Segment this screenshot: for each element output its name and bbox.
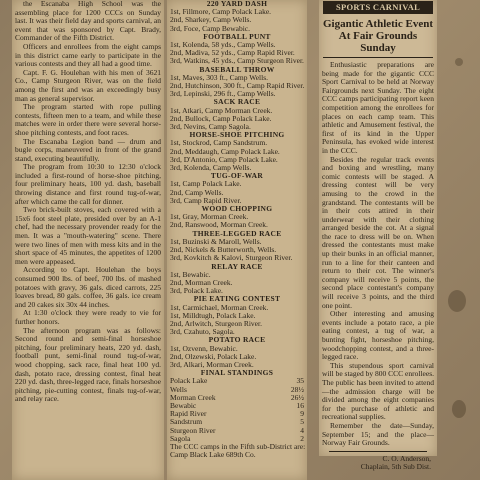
divider — [329, 451, 427, 452]
signature-name: C. O. Anderson, — [382, 453, 431, 463]
paragraph: Besides the regular track events and boxing and wrestling, many comic contests will be staged. A dressing contest will be very amusing to the crowd in the grandstand. The contestants will be in their cots attired in their underwear with their clothing arranged beside the cot. At a signal the race to dress will be on. When dressed the contestants must make up their bunks in an official manner, run to a line for their canteen and return to their cot. The winner's company will receive 5 points, the second place contestant's company will receive 3 points, and the third one point. — [322, 154, 434, 310]
paragraph: the Escanaba High School was the assembling place for 1200 CCCs on Sunday last. It was their field day and sports carnival, an event that was sponsored by Capt. Brady, Commander of the Fifth District. — [15, 0, 161, 43]
clipping-left-column — [12, 0, 164, 480]
event-heading: RELAY RACE — [211, 261, 263, 271]
event-heading: WOOD CHOPPING — [201, 204, 273, 214]
result-line: 1st, Kolenda, 58 yds., Camp Wells. — [170, 40, 276, 50]
standing-camp: Polack Lake — [170, 376, 208, 386]
result-line: 2nd, Olzewski, Polack Lake. — [170, 351, 257, 361]
paragraph: Other interesting and amusing events include a potato race, a pie eating contest, a tug of war, a bunting fight, horseshoe pitching, woodchopping contest, and a three-legged race. — [322, 309, 434, 362]
result-line: 1st, Carmichael, Morman Creek. — [170, 302, 269, 312]
result-line: 3rd, Alkari, Morman Creek. — [170, 359, 254, 369]
result-line: 2nd, Arlwitch, Sturgeon River. — [170, 318, 262, 328]
signature-title: Chaplain, 5th Sub Dist. — [360, 462, 431, 472]
event-heading: POTATO RACE — [208, 335, 266, 345]
result-line: 1st, Milldtugh, Polack Lake. — [170, 310, 256, 320]
result-line: 1st, Gray, Morman Creek. — [170, 212, 249, 222]
clipping-carnival-article — [319, 0, 437, 472]
result-line: 3rd, Czahuto, Sagola. — [170, 327, 235, 337]
paragraph: The Escanaba Legion band — drum and bugle corps, maneuvered in front of the grand stand, executing beautifully. — [15, 136, 161, 163]
paragraph: Capt. F. G. Houlehan with his men of 3621 Co., Camp Sturgeon River, was on the field among the first and was an exceedingly busy man as general supervisor. — [15, 67, 161, 103]
standing-camp: Rapid River — [170, 409, 207, 419]
article-body — [12, 0, 164, 404]
result-line: 2nd, Ranswood, Morman Creek. — [170, 220, 268, 230]
result-line: 1st, Maves, 303 ft., Camp Wells. — [170, 72, 269, 82]
event-heading: TUG-OF-WAR — [210, 171, 264, 181]
result-line: 2nd, Madiva, 52 yds., Camp Rapid River. — [170, 48, 295, 58]
event-heading: FINAL STANDINGS — [200, 368, 274, 378]
stain — [455, 58, 463, 66]
event-heading: 220 YARD DASH — [206, 0, 268, 8]
final-standings-table — [167, 377, 307, 443]
result-line: 1st, Bewabic. — [170, 269, 211, 279]
standing-camp: Sandstrum — [170, 417, 203, 427]
event-heading: SACK RACE — [213, 97, 261, 107]
paragraph: According to Capt. Houlehan the boys consumed 900 lbs. of beef, 700 lbs. of mashed potatoes with gravy, 36 gals. diced carrots, 225 loaves bread, 80 gals. coffee, 36 gals. ice cream and 20 cakes six 30x 44 inches. — [15, 265, 161, 309]
paragraph: The program from 10:30 to 12:30 o'clock included a first-round of horse-shoe pitching, four preliminary heats, 100 yd. dash, baseball throwing distance and first round tug-of-war, after which came the call for dinner. — [15, 162, 161, 206]
result-line: 1st, Fillmore, Camp Polack Lake. — [170, 7, 272, 17]
event-heading: BASEBALL THROW — [199, 64, 275, 74]
standing-camp: Sturgeon River — [170, 425, 216, 435]
standing-row — [167, 377, 307, 385]
paragraph: The afternoon program was as follows: Second round and semi-final horseshoe pitching, four preliminary heats, 220 yd. dash, football punt, semi-final round tug-of-war, wood chopping, sack race, final heat 100 yd. dash, potato race, dressing contest, final heat 220 yd. dash, three-legged race, finals horseshoe pitching, pie-cutting contest, finals tug-of-war, and relay race. — [15, 325, 161, 404]
article-header — [323, 0, 433, 58]
paragraph: Enthusiastic preparations are being made for the gigantic CCC Sport Carnival to be held at Norway Fairgrounds next Sunday. The eight CCC camps participating report keen competition among the enrollees for places on each camp team. This athletic and Amusement festival, the first of its kind in the Upper Peninsula, has evoked wide interest in the CCC. — [322, 60, 434, 155]
result-line: 3rd, Camp Rapid River. — [170, 195, 242, 205]
result-line: 2nd, Morman Creek. — [170, 277, 233, 287]
standing-score: 4 — [300, 425, 304, 435]
result-line: 2nd, Camp Wells. — [170, 187, 224, 197]
result-line: 1st, Camp Polack Lake. — [170, 179, 242, 189]
result-line: 1st, Ozvenn, Bewabic. — [170, 343, 238, 353]
result-line: 3rd, Polack Lake. — [170, 286, 223, 296]
event-heading: PIE EATING CONTEST — [193, 294, 281, 304]
paragraph: Two brick-built stoves, each covered with a 15x6 foot steel plate, presided over by an A-1 chef, had the necessary provender ready for the men. It was a "mouth-watering" scene. There were two lines of men with mess kits and in the short space of 45 minutes, the appetites of 1200 men were appeased. — [15, 205, 161, 266]
stain — [448, 290, 466, 312]
paragraph: Officers and enrollees from the eight camps in this district came early to participate in the various contests and they all had a good time. — [15, 41, 161, 69]
result-line: 2nd, Sharkey, Camp Wells. — [170, 15, 252, 25]
result-line: 3rd, Kovkitch & Kalovi, Sturgeon River. — [170, 253, 293, 263]
paragraph: At 1:30 o'clock they were ready to vie for further honors. — [15, 308, 161, 326]
standing-score: 16 — [296, 400, 304, 410]
standing-score: 5 — [300, 417, 304, 427]
footer-line: Camp Black Lake 689th Co. — [170, 450, 256, 460]
result-line: 1st, Atkari, Camp Morman Creek. — [170, 105, 273, 115]
standing-score: 9 — [300, 409, 304, 419]
paragraph: The program started with rope pulling contests, fifteen men to a team, and while these matches were in order there were several horse-shoe pitching contests, and foot races. — [15, 102, 161, 137]
result-line: 2nd, Meddaugh, Camp Polack Lake. — [170, 146, 280, 156]
paragraph: This stupendous sport carnival will be staged by 800 CCC enrollees. The public has been invited to attend—the admission charge will be divided among the eight companies for the purchase of athletic and recreational supplies. — [322, 360, 434, 422]
event-heading: FOOTBALL PUNT — [203, 31, 271, 41]
standing-camp: Morman Creek — [170, 392, 216, 402]
result-line: 3rd, Kolenda, Camp Wells. — [170, 163, 252, 173]
standing-score: 35 — [296, 376, 304, 386]
results-list — [167, 0, 307, 377]
standing-camp: Bewabic — [170, 400, 197, 410]
result-line: 1st, Stockrod, Camp Sandstrum. — [170, 138, 268, 148]
result-line: 3rd, Nevins, Camp Sagola. — [170, 122, 251, 132]
article-body — [319, 61, 437, 448]
results-footer — [167, 443, 307, 459]
result-line: 2nd, Nickels & Butterworth, Wells. — [170, 245, 277, 255]
event-heading: THREE-LEGGED RACE — [192, 228, 282, 238]
paragraph: Remember the date—Sunday, September 15; and the place—Norway Fair Grounds. — [322, 420, 434, 448]
article-banner: SPORTS CARNIVAL — [323, 1, 433, 14]
result-line: 1st, Buzinski & Maroll, Wells. — [170, 236, 262, 246]
stain — [452, 400, 466, 418]
event-heading: HORSE-SHOE PITCHING — [189, 130, 285, 140]
result-line: 2nd, Hutchinson, 300 ft., Camp Rapid River. — [170, 81, 305, 91]
result-line: 3rd, Watkins, 45 yds., Camp Sturgeon River. — [170, 56, 304, 66]
result-line: 3rd, Foce, Camp Bewabic. — [170, 23, 250, 33]
footer-line: The CCC camps in the Fifth sub-District are: — [170, 441, 306, 451]
standing-score: 28½ — [290, 384, 304, 394]
article-headline: Gigantic Athletic Event At Fair Grounds Sunday — [323, 18, 433, 54]
result-line: 3rd, Lepinski, 296 ft., Camp Wells. — [170, 89, 276, 99]
result-line: 3rd, D'Antonio, Camp Polack Lake. — [170, 154, 278, 164]
standing-score: 2 — [300, 433, 304, 443]
standing-camp: Sagola — [170, 433, 191, 443]
standing-score: 26½ — [290, 392, 304, 402]
clipping-results-column — [167, 0, 307, 480]
result-line: 2nd, Bullock, Camp Polack Lake. — [170, 113, 272, 123]
standing-camp: Wells — [170, 384, 187, 394]
